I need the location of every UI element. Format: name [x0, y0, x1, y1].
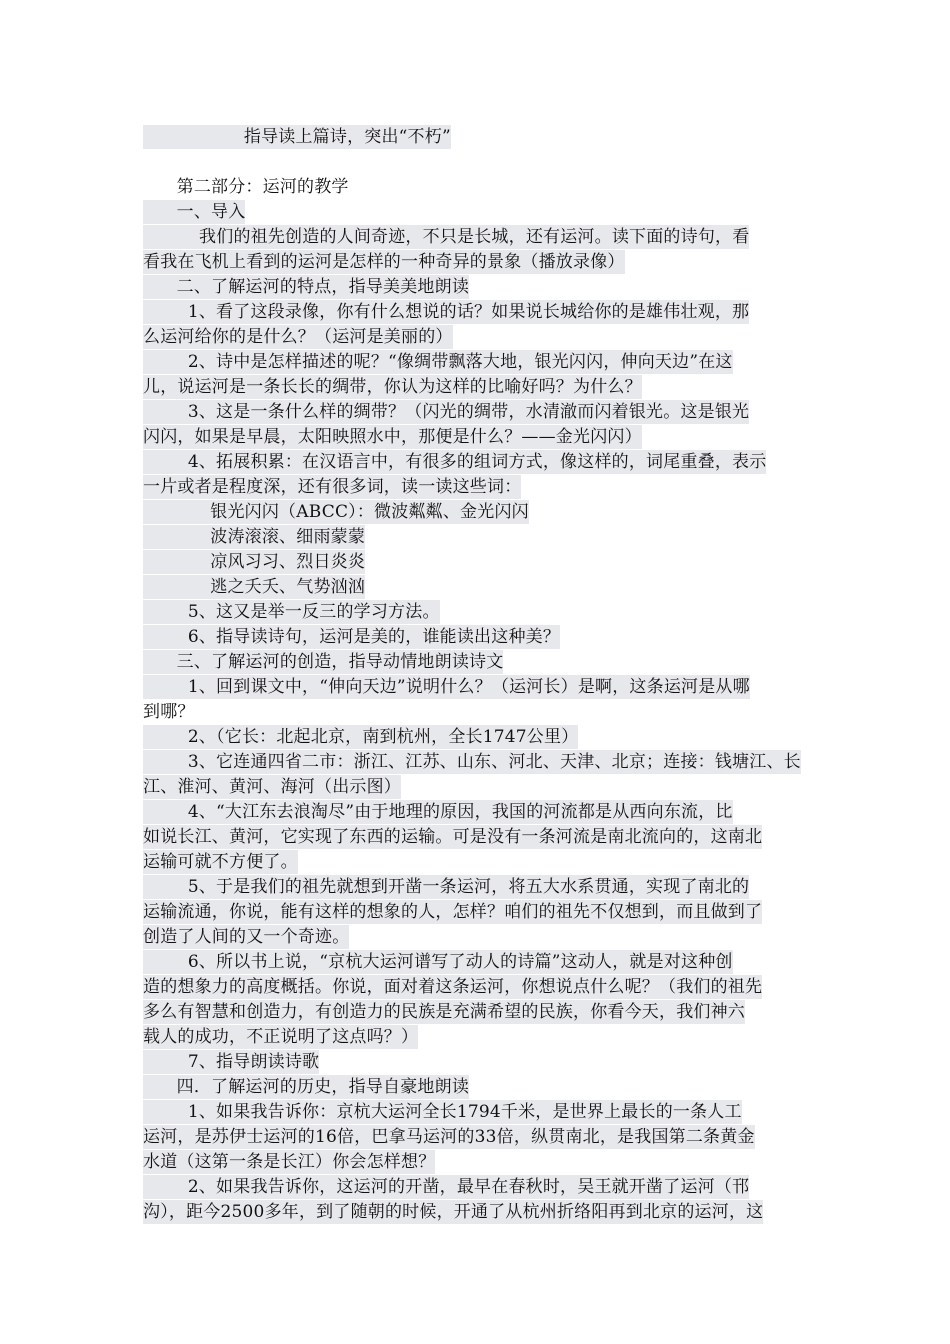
word-list-line: 凉风习习、烈日炎炎 — [143, 552, 366, 572]
text-line: 如说长江、黄河，它实现了东西的运输。可是没有一条河流是南北流向的，这南北 — [143, 827, 763, 847]
word-list-line: 波涛滚滚、细雨蒙蒙 — [143, 527, 366, 547]
text-line: 造的想象力的高度概括。你说，面对着这条运河，你想说点什么呢？（我们的祖先 — [143, 977, 763, 997]
text-line: 7、指导朗读诗歌 — [143, 1052, 320, 1072]
text-line: 沟），距今2500多年，到了随朝的时候，开通了从杭州折络阳再到北京的运河，这 — [143, 1202, 764, 1222]
text-line: 运河，是苏伊士运河的16倍，巴拿马运河的33倍，纵贯南北，是我国第二条黄金 — [143, 1127, 755, 1147]
section-heading: 第二部分：运河的教学 — [143, 177, 349, 197]
text-line: 3、这是一条什么样的绸带？（闪光的绸带，水清澈而闪着银光。这是银光 — [143, 402, 750, 422]
text-line: 儿，说运河是一条长长的绸带，你认为这样的比喻好吗？为什么？ — [143, 377, 642, 397]
text-line: 1、回到课文中，“伸向天边”说明什么？（运河长）是啊，这条运河是从哪 — [143, 677, 750, 697]
text-line: 一片或者是程度深，还有很多词，读一读这些词： — [143, 477, 522, 497]
text-line: 6、指导读诗句，运河是美的，谁能读出这种美？ — [143, 627, 561, 647]
text-line: 1、看了这段录像，你有什么想说的话？如果说长城给你的是雄伟壮观，那 — [143, 302, 750, 322]
text-line: 3、它连通四省二市：浙江、江苏、山东、河北、天津、北京；连接：钱塘江、长 — [143, 752, 801, 772]
subheading: 一、导入 — [143, 202, 246, 222]
text-line: 4、“大江东去浪淘尽”由于地理的原因，我国的河流都是从西向东流，比 — [143, 802, 733, 822]
text-line: 水道（这第一条是长江）你会怎样想？ — [143, 1152, 436, 1172]
text-line: 1、如果我告诉你：京杭大运河全长1794千米，是世界上最长的一条人工 — [143, 1102, 742, 1122]
text-line: 看我在飞机上看到的运河是怎样的一种奇异的景象（播放录像） — [143, 252, 625, 272]
text-line: 指导读上篇诗，突出“不朽” — [143, 127, 451, 147]
text-line: 5、这又是举一反三的学习方法。 — [143, 602, 440, 622]
text-line: 我们的祖先创造的人间奇迹，不只是长城，还有运河。读下面的诗句，看 — [143, 227, 750, 247]
text-line: 到哪？ — [143, 702, 195, 722]
text-line: 6、所以书上说，“京杭大运河谱写了动人的诗篇”这动人，就是对这种创 — [143, 952, 733, 972]
text-line: 多么有智慧和创造力，有创造力的民族是充满希望的民族，你看今天，我们神六 — [143, 1002, 745, 1022]
subheading: 四．了解运河的历史，指导自豪地朗读 — [143, 1077, 470, 1097]
subheading: 三、了解运河的创造，指导动情地朗读诗文 — [143, 652, 504, 672]
text-line: 4、拓展积累：在汉语言中，有很多的组词方式，像这样的，词尾重叠，表示 — [143, 452, 767, 472]
text-line: 2、诗中是怎样描述的呢？“像绸带飘落大地，银光闪闪，伸向天边”在这 — [143, 352, 733, 372]
text-line: 载人的成功，不正说明了这点吗？） — [143, 1027, 419, 1047]
text-line: 2、如果我告诉你，这运河的开凿，最早在春秋时，吴王就开凿了运河（邗 — [143, 1177, 750, 1197]
text-line: 么运河给你的是什么？（运河是美丽的） — [143, 327, 453, 347]
text-line: 2、（它长：北起北京，南到杭州，全长1747公里） — [143, 727, 579, 747]
word-list-line: 银光闪闪（ABCC）：微波粼粼、金光闪闪 — [143, 502, 529, 522]
text-line: 江、淮河、黄河、海河（出示图） — [143, 777, 401, 797]
text-line: 创造了人间的又一个奇迹。 — [143, 927, 350, 947]
subheading: 二、了解运河的特点，指导美美地朗读 — [143, 277, 470, 297]
text-line: 5、于是我们的祖先就想到开凿一条运河，将五大水系贯通，实现了南北的 — [143, 877, 750, 897]
text-line: 闪闪，如果是早晨，太阳映照水中，那便是什么？——金光闪闪） — [143, 427, 642, 447]
text-line: 运输流通，你说，能有这样的想象的人，怎样？咱们的祖先不仅想到，而且做到了 — [143, 902, 763, 922]
word-list-line: 逃之夭夭、气势汹汹 — [143, 577, 366, 597]
text-line: 运输可就不方便了。 — [143, 852, 298, 872]
